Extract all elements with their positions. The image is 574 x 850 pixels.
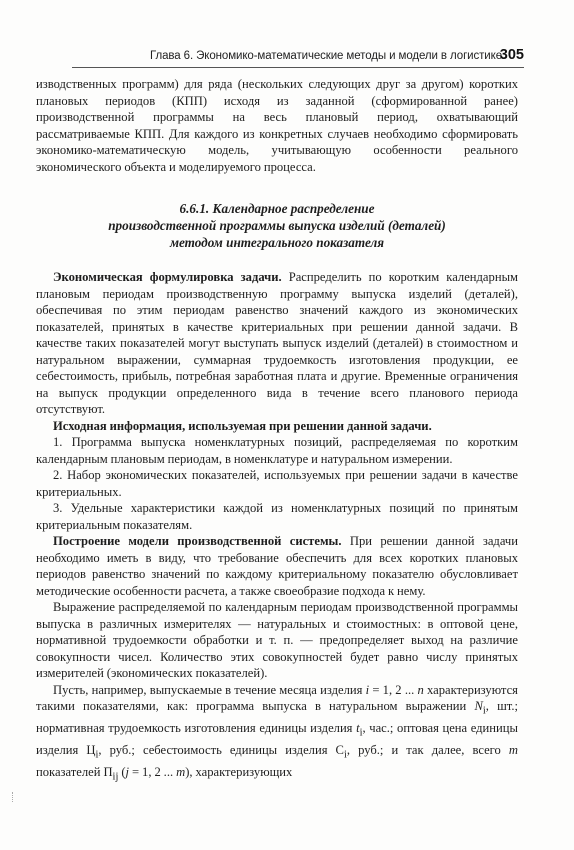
math-variable: N bbox=[474, 699, 483, 713]
economic-formulation-paragraph bbox=[36, 269, 518, 418]
math-variable: m bbox=[176, 765, 186, 780]
scan-margin-mark bbox=[12, 792, 15, 802]
text-run: характеризуются такими показателями, как: программа выпуска в натуральном выражении bbox=[36, 682, 518, 713]
math-variable: m bbox=[508, 743, 518, 758]
math-subscript: i bbox=[95, 749, 99, 761]
math-subscript: i bbox=[359, 727, 363, 739]
page-number: 305 bbox=[499, 47, 524, 63]
math-subscript: ij bbox=[112, 771, 119, 783]
paragraph-lead: Построение модели производственной системы. bbox=[53, 534, 342, 548]
section-heading-line: производственной программы выпуска изделий (деталей) bbox=[108, 218, 446, 233]
source-info-paragraph bbox=[36, 418, 518, 435]
math-variable: n bbox=[417, 682, 424, 697]
expression-paragraph: Выражение распределяемой по календарным периодам производственной программы выпуска в различных измерителях — натуральных и стоимостных: в оптовой цене, нормативной трудоемкости обработки и т. п. — предопределяет выход на различие совокупности чисел. Количество этих совокупностей будет равно числу принятых измерителей (экономических показателей). bbox=[36, 600, 518, 680]
paragraph-lead: Исходная информация, используемая при решении данной задачи. bbox=[53, 418, 432, 433]
text-run: , руб.; себестоимость единицы изделия С bbox=[98, 743, 344, 758]
section-heading-line: методом интегрального показателя bbox=[169, 235, 385, 250]
chapter-title: Глава 6. Экономико-математические методы и модели в логистике bbox=[150, 50, 502, 62]
text-run: показателей П bbox=[36, 765, 113, 780]
math-variable: t bbox=[356, 721, 360, 736]
model-construction-paragraph bbox=[36, 533, 518, 599]
paragraph-lead: Экономическая формулировка задачи. bbox=[53, 270, 282, 284]
list-item: 3. Удельные характеристики каждой из номенклатурных позиций по принятым критериальным показателям. bbox=[36, 501, 518, 532]
text-run: ), характеризующих bbox=[185, 765, 293, 780]
example-paragraph bbox=[36, 682, 518, 787]
running-header bbox=[72, 48, 524, 66]
text-run: , шт.; нормативная трудоемкость изготовления единицы изделия bbox=[36, 699, 518, 736]
text-run: Пусть, например, выпускаемые в течение месяца изделия bbox=[53, 682, 366, 697]
text-run: , час.; оптовая цена единицы изделия Ц bbox=[36, 721, 518, 758]
list-item: 2. Набор экономических показателей, используемых при решении задачи в качестве критериальных. bbox=[36, 468, 518, 499]
header-rule bbox=[72, 67, 524, 68]
section-heading bbox=[36, 200, 518, 251]
text-run: ( bbox=[118, 765, 126, 780]
paragraph-text: При решении данной задачи необходимо иметь в виду, что требование обеспечить для всех коротких плановых периодов равенство значений по каждому критериальному показателю обусловливает методические особенности расчета, а также своеобразие подхода к нему. bbox=[36, 534, 519, 598]
paragraph-text: Распределить по коротким календарным плановым периодам производственную программу выпуска изделий (деталей), обеспечивая по этим периодам равенство значений каждого из экономических показателей, принятых в качестве критериальных при решении данной задачи. В качестве таких показателей могут выступать выпуск изделий (деталей) в стоимостном и натуральном выражении, суммарная трудоемкость изготовления продукции, ее себестоимость, прибыль, потребная заработная плата и другие. Временные ограничения на выпуск продукции определенного вида в течение всего планового периода отсутствуют. bbox=[36, 270, 518, 416]
text-run: , руб.; и так далее, всего bbox=[346, 743, 509, 758]
math-variable: i bbox=[365, 682, 370, 697]
page-content bbox=[36, 76, 518, 786]
text-run: = 1, 2 ... bbox=[129, 765, 177, 780]
math-subscript: i bbox=[482, 705, 486, 717]
math-subscript: i bbox=[343, 749, 347, 761]
intro-paragraph: изводственных программ) для ряда (нескольких следующих друг за другом) коротких плановых периодов (КПП) исходя из заданной (сформированной ранее) производственной программы на весь плановый период, охватывающий рассматриваемые КПП. Для каждого из конкретных случаев необходимо сформировать экономико-математическую модель, учитывающую особенности реального экономического объекта и моделируемого процесса. bbox=[36, 77, 518, 174]
section-heading-line: 6.6.1. Календарное распределение bbox=[179, 201, 375, 216]
text-run: = 1, 2 ... bbox=[369, 682, 418, 697]
math-variable: j bbox=[125, 765, 130, 780]
list-item: 1. Программа выпуска номенклатурных позиций, распределяемая по коротким календарным плановым периодам, в номенклатуре и натуральном измерении. bbox=[36, 435, 518, 466]
